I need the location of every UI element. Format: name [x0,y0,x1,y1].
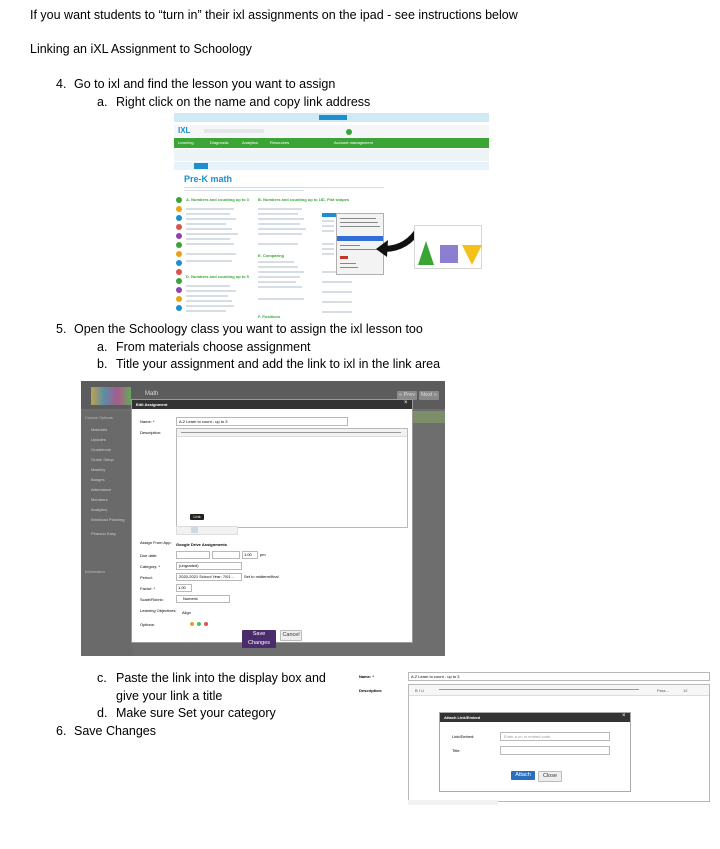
ixl-section-f: F. Positions [258,314,281,319]
scale-label: Scale/Rubric: [140,597,164,602]
next-button[interactable]: Next » [419,391,439,400]
step-5b-text: Title your assignment and add the link to ixl in the link area [116,357,441,371]
ixl-nav-analytics[interactable]: Analytics [242,140,259,145]
ixl-screenshot [174,113,489,321]
objectives-label: Learning Objectives: [140,608,177,613]
sidebar-grade-setup[interactable]: Grade Setup [91,457,114,462]
dialog-title: Edit Assignment [136,402,168,407]
ixl-section-a: A. Numbers and counting up to 3 [186,197,249,202]
name-input[interactable]: A.2 Learn to count - up to 3 [176,417,348,426]
link-tooltip: Link [190,514,204,520]
ixl-section-e: E. Comparing [258,253,285,258]
step-6-num: 6. [56,724,67,738]
step-5c-num: c. [97,671,107,685]
ixl-page-title: Pre-K math [184,174,233,184]
ixl-section-b: B. Numbers and counting up to 10 [258,197,324,202]
step-4-text: Go to ixl and find the lesson you want to assign [74,77,336,91]
ixl-section-d: D. Numbers and counting up to 5 [186,274,249,279]
ixl-nav-learning[interactable]: Learning [178,140,194,145]
option-icon[interactable] [190,622,194,626]
sidebar-information: Information [85,569,106,574]
font-size-select[interactable]: 12 [683,688,688,693]
time-input[interactable]: 1:00 [242,551,258,559]
step-5d-text: Make sure Set your category [116,706,276,720]
sidebar-updates[interactable]: Updates [91,437,106,442]
link-embed-input[interactable]: Enter a url or embed code [500,732,610,741]
save-changes-button[interactable]: Save Changes [242,630,276,648]
sidebar-workload[interactable]: Workload Planning [91,517,125,522]
ixl-nav-account[interactable]: Account management [334,140,373,145]
time-unit: pm [260,552,266,557]
attach-button[interactable]: Attach [511,771,535,780]
link-title-input[interactable] [500,746,610,755]
step-4a-num: a. [97,95,108,109]
category-label: Category: * [140,564,161,569]
google-drive-link[interactable]: Google Drive Assignments [176,542,227,547]
step-5-text: Open the Schoology class you want to assign the ixl lesson too [74,322,423,336]
ixl-nav-resources[interactable]: Resources [270,140,290,145]
embed-screenshot [355,670,713,805]
shape-icons [418,239,482,267]
align-button[interactable]: Align [182,610,191,615]
option-icon[interactable] [197,622,201,626]
intro-text: If you want students to “turn in” their ixl assignments on the ipad - see instructions below [30,8,518,22]
schoology-screenshot [81,381,445,656]
link-title-label: Title: [452,748,461,753]
options-label: Options: [140,622,155,627]
scale-select[interactable]: Numeric [176,595,230,603]
ixl-section-c: C. Flat shapes [322,197,350,202]
name-label: Name: * [140,419,155,424]
link-toolbar-icon[interactable] [191,526,198,533]
factor-input[interactable]: 1.00 [176,584,192,592]
due-date-input[interactable] [176,551,210,559]
period-select[interactable]: 2020-2021 School Year: 7/01... [176,573,242,581]
sidebar-attendance[interactable]: Attendance [91,487,112,492]
sidebar-materials[interactable]: Materials [91,427,108,432]
step-6-text: Save Changes [74,724,157,738]
embed-description-editor[interactable]: B I U Para... 12 [408,684,710,802]
close-icon[interactable]: × [404,400,408,406]
attach-dialog [439,712,631,792]
sidebar-gradebook[interactable]: Gradebook [91,447,111,452]
option-icon[interactable] [204,622,208,626]
embed-description-label: Description: [359,688,383,693]
due-date-extra[interactable] [212,551,240,559]
step-5c-text-cont: give your link a title [116,689,223,703]
step-5a-num: a. [97,340,108,354]
step-5-num: 5. [56,322,67,336]
step-4a-text: Right click on the name and copy link address [116,95,371,109]
step-5b-num: b. [97,357,108,371]
edit-assignment-dialog [131,399,413,646]
factor-label: Factor: * [140,586,156,591]
ixl-logo: IXL [178,126,191,135]
prev-button[interactable]: « Prev [397,391,417,400]
course-name: Math [145,391,159,397]
embed-name-label: Name: * [359,674,374,679]
sidebar-course-options[interactable]: Course Options [85,415,113,420]
attach-close-icon[interactable]: × [622,713,626,719]
step-5d-num: d. [97,706,108,720]
assign-from-app-label: Assign From App: [140,540,172,545]
sidebar-pearson[interactable]: Pearson Easy [91,531,116,536]
close-button[interactable]: Close [538,771,562,782]
embed-name-input[interactable]: A.2 Learn to count - up to 3 [408,672,710,681]
sidebar-badges[interactable]: Badges [91,477,105,482]
due-date-label: Due date: [140,553,158,558]
step-4-num: 4. [56,77,67,91]
attach-dialog-title: Attach Link/Embed [444,715,481,720]
sidebar-mastery[interactable]: Mastery [91,467,106,472]
sidebar-members[interactable]: Members [91,497,108,502]
category-select[interactable]: (ungraded) [176,562,242,570]
paragraph-select[interactable]: Para... [657,688,669,693]
description-label: Description: [140,430,162,435]
description-editor[interactable] [176,428,408,528]
link-embed-label: Link/Embed: [452,734,475,739]
step-5a-text: From materials choose assignment [116,340,311,354]
ixl-nav-diagnostic[interactable]: Diagnostic [210,140,229,145]
period-label: Period: [140,575,153,580]
step-5c-text: Paste the link into the display box and [116,671,326,685]
heading-text: Linking an iXL Assignment to Schoology [30,42,252,56]
period-note[interactable]: Set to midterm/final [244,574,279,579]
cancel-button[interactable]: Cancel [280,630,302,641]
sidebar-analytics[interactable]: Analytics [91,507,108,512]
